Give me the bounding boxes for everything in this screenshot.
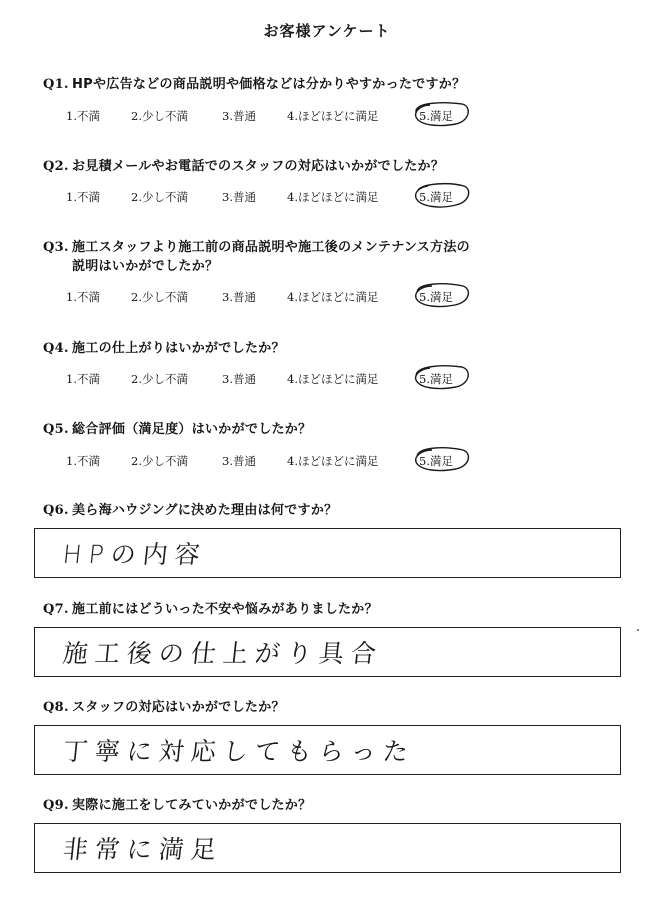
question-3 bbox=[43, 236, 470, 274]
question-number: Q1. bbox=[43, 77, 69, 92]
selection-circle-icon bbox=[410, 99, 472, 131]
question-text: 施工前にはどういった不安や悩みがありましたか？ bbox=[72, 602, 378, 617]
question-number: Q2. bbox=[43, 159, 69, 174]
handwritten-answer: 施工後の仕上がり具合 bbox=[61, 639, 385, 668]
option-5-selected[interactable]: 5.満足 bbox=[419, 454, 453, 468]
question-text: 総合評価（満足度）はいかがでしたか？ bbox=[72, 422, 312, 437]
option-4[interactable]: 4.ほどほどに満足 bbox=[287, 454, 379, 468]
question-text: 実際に施工をしてみていかがでしたか？ bbox=[72, 798, 312, 813]
option-1[interactable]: 1.不満 bbox=[66, 372, 100, 386]
question-text: スタッフの対応はいかがでしたか？ bbox=[72, 700, 285, 715]
question-number: Q9. bbox=[43, 798, 69, 813]
question-text: 美ら海ハウジングに決めた理由は何ですか？ bbox=[72, 503, 338, 518]
question-text: 施工スタッフより施工前の商品説明や施工後のメンテナンス方法の bbox=[72, 240, 470, 255]
question-5 bbox=[43, 418, 311, 437]
question-number: Q8. bbox=[43, 700, 69, 715]
option-3[interactable]: 3.普通 bbox=[222, 109, 256, 123]
option-2[interactable]: 2.少し不満 bbox=[131, 290, 188, 304]
option-4[interactable]: 4.ほどほどに満足 bbox=[287, 190, 379, 204]
option-4[interactable]: 4.ほどほどに満足 bbox=[287, 372, 379, 386]
scan-speck bbox=[637, 629, 639, 631]
answer-box-q7[interactable] bbox=[34, 627, 621, 677]
question-text: 施工の仕上がりはいかがでしたか？ bbox=[72, 341, 285, 356]
question-1 bbox=[43, 73, 465, 92]
option-1[interactable]: 1.不満 bbox=[66, 109, 100, 123]
option-1[interactable]: 1.不満 bbox=[66, 190, 100, 204]
selection-circle-icon bbox=[410, 362, 472, 394]
question-number: Q4. bbox=[43, 341, 69, 356]
option-2[interactable]: 2.少し不満 bbox=[131, 454, 188, 468]
selection-circle-icon bbox=[410, 280, 472, 312]
option-2[interactable]: 2.少し不満 bbox=[131, 372, 188, 386]
option-1[interactable]: 1.不満 bbox=[66, 454, 100, 468]
option-3[interactable]: 3.普通 bbox=[222, 190, 256, 204]
option-5-selected[interactable]: 5.満足 bbox=[419, 109, 453, 123]
option-3[interactable]: 3.普通 bbox=[222, 290, 256, 304]
option-2[interactable]: 2.少し不満 bbox=[131, 109, 188, 123]
answer-box-q9[interactable] bbox=[34, 823, 621, 873]
question-8 bbox=[43, 696, 285, 715]
question-text: お見積メールやお電話でのスタッフの対応はいかがでしたか？ bbox=[72, 159, 445, 174]
selection-circle-icon bbox=[410, 444, 472, 476]
question-number: Q3. bbox=[43, 240, 69, 255]
option-5-selected[interactable]: 5.満足 bbox=[419, 190, 453, 204]
question-9 bbox=[43, 794, 311, 813]
option-4[interactable]: 4.ほどほどに満足 bbox=[287, 109, 379, 123]
selection-circle-icon bbox=[410, 180, 472, 212]
handwritten-answer: 非常に満足 bbox=[61, 835, 225, 864]
question-number: Q7. bbox=[43, 602, 69, 617]
question-4 bbox=[43, 337, 285, 356]
option-5-selected[interactable]: 5.満足 bbox=[419, 372, 453, 386]
handwritten-answer: 丁寧に対応してもらった bbox=[61, 737, 417, 766]
option-5-selected[interactable]: 5.満足 bbox=[419, 290, 453, 304]
question-number: Q6. bbox=[43, 503, 69, 518]
option-3[interactable]: 3.普通 bbox=[222, 454, 256, 468]
question-text: HPや広告などの商品説明や価格などは分かりやすかったですか？ bbox=[72, 77, 466, 92]
question-6 bbox=[43, 499, 337, 518]
option-4[interactable]: 4.ほどほどに満足 bbox=[287, 290, 379, 304]
option-3[interactable]: 3.普通 bbox=[222, 372, 256, 386]
answer-box-q6[interactable] bbox=[34, 528, 621, 578]
answer-box-q8[interactable] bbox=[34, 725, 621, 775]
option-1[interactable]: 1.不満 bbox=[66, 290, 100, 304]
question-7 bbox=[43, 598, 378, 617]
question-2 bbox=[43, 155, 444, 174]
question-number: Q5. bbox=[43, 422, 69, 437]
survey-title: お客様アンケート bbox=[263, 22, 391, 40]
option-2[interactable]: 2.少し不満 bbox=[131, 190, 188, 204]
question-text-line2: 説明はいかがでしたか？ bbox=[72, 259, 219, 274]
handwritten-answer: HPの内容 bbox=[61, 540, 209, 569]
